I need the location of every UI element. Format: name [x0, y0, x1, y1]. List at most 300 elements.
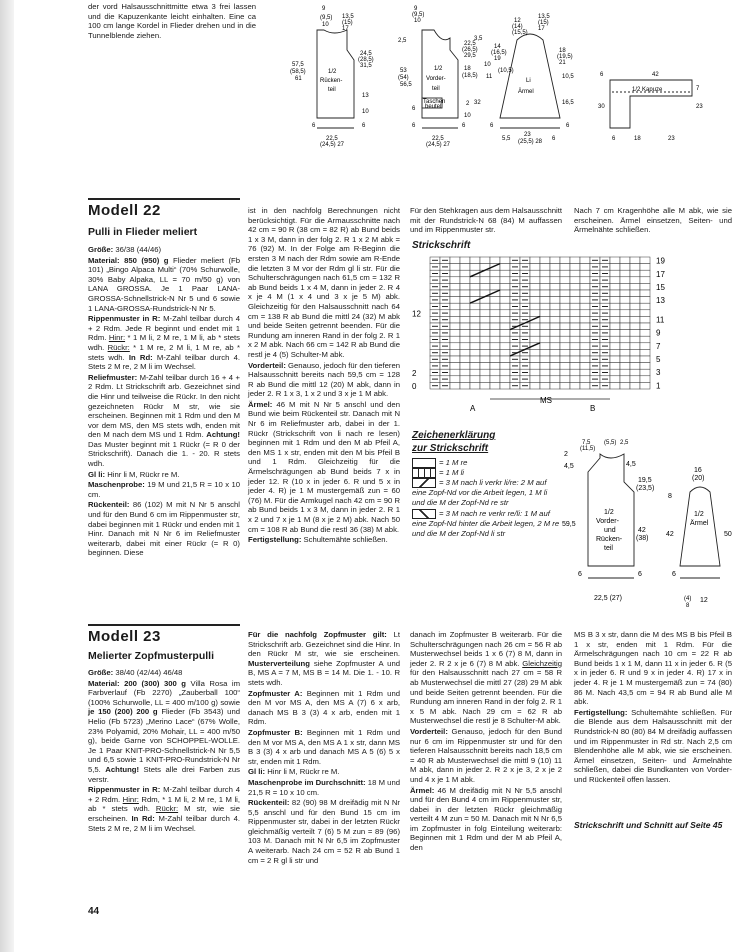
chart-cell — [460, 290, 470, 297]
front-label-1: 1/2 — [434, 66, 443, 72]
chart-cell — [550, 330, 560, 337]
hood-b2: 18 — [634, 136, 641, 142]
chart-cell — [450, 343, 460, 350]
front-m3: 56,5 — [400, 82, 412, 88]
chart-cell — [490, 303, 500, 310]
body-d3: 4,5 — [626, 461, 636, 468]
chart-cell — [550, 336, 560, 343]
chart-cell — [540, 257, 550, 264]
sleeve-top-li: Li — [526, 78, 531, 84]
body-b1: 6 — [578, 571, 582, 578]
chart-cell — [630, 257, 640, 264]
chart-cell — [560, 376, 570, 383]
chart-cell — [480, 369, 490, 376]
chart-cell — [470, 369, 480, 376]
chart-arrow-a: A — [470, 404, 476, 413]
chart-cell — [530, 330, 540, 337]
chart-cell — [500, 257, 510, 264]
body-label-3: und — [604, 527, 616, 534]
chart-cell — [460, 257, 470, 264]
chart-cell — [490, 297, 500, 304]
chart-cell — [580, 376, 590, 383]
back-s6: 6 — [312, 123, 316, 129]
chart-cell — [460, 330, 470, 337]
chart-cell — [460, 316, 470, 323]
front-m1: 53 — [400, 68, 407, 74]
chart-cell — [580, 264, 590, 271]
chart-cell — [630, 356, 640, 363]
m22-c1-p5: Gl li: Hinr li M, Rückr re M. — [88, 469, 180, 479]
chart-cell — [530, 290, 540, 297]
chart-cell — [580, 283, 590, 290]
chart-cell — [570, 290, 580, 297]
chart-cell — [580, 277, 590, 284]
sleeve-r2: (19,5) — [557, 54, 573, 60]
chart-cell — [640, 356, 650, 363]
chart-cell — [630, 270, 640, 277]
chart-cell — [560, 297, 570, 304]
chart-cell — [450, 369, 460, 376]
sleeve-b2: (25,5) 28 — [518, 139, 543, 145]
arm-w2: 8 — [686, 603, 690, 609]
chart-cell — [540, 323, 550, 330]
chart-cell — [640, 382, 650, 389]
arm-t1: 16 — [694, 467, 702, 474]
chart-cell — [620, 323, 630, 330]
m22-c2-p3: Ärmel: 46 M mit N Nr 5 anschl und den Bund wie beim Rückenteil str. Danach mit N Nr 6 im Reliefmuster arb, dabei in der 1. Rückr (Strickschrift von li nach re lesen) beginnen mit 1 Rdm und den M ab Pfeil A, den MS 1 x str, enden mit den M bis Pfeil B und 1 Rdm. Gleichzeitig für die Ärmelschrägungen ab Bund beids 7 x in jeder 12. R (10 x in jeder 6. R und 5 x in jeder 4. R) je 1 M mustergemäß zun = 60 (76) M. Für die Armkugel nach 42 cm = 90 R ab Bund beids 1 x 3 M, dann in jeder 2. R 1 x 2 und 7 x je 1 M (8 x je 2 M) abk. Nach 50 cm = 108 R ab Bund die restl 36 (38) M abk. — [248, 399, 400, 534]
chart-cell — [630, 349, 640, 356]
chart-cell — [450, 323, 460, 330]
chart-cell — [620, 257, 630, 264]
front-s7: 10 — [464, 113, 471, 119]
chart-cell — [500, 369, 510, 376]
chart-row-number: 7 — [656, 341, 661, 351]
body-label-4: Rücken- — [596, 536, 623, 543]
chart-cell — [490, 277, 500, 284]
knit-symbol — [412, 458, 436, 468]
chart-cell — [560, 270, 570, 277]
chart-cell — [610, 270, 620, 277]
chart-cell — [450, 283, 460, 290]
chart-cell — [540, 376, 550, 383]
sleeve-t5: (15) — [538, 20, 549, 26]
chart-cell — [540, 283, 550, 290]
m22-c2-p2: Vorderteil: Genauso, jedoch für den tieferen Halsausschnitt bereits nach 59,5 cm = 128 R ab Bund die mittl 12 (20) M abk, dann in jeder 2. R 1 x 3, 1 x 2 und 3 x je 1 M abk. — [248, 360, 400, 399]
chart-cell — [640, 316, 650, 323]
chart-cell — [570, 257, 580, 264]
stitch-chart — [406, 253, 686, 423]
chart-cell — [500, 316, 510, 323]
chart-cell — [540, 349, 550, 356]
m23-c2-p1: Für die nachfolg Zopfmuster gilt: Lt Strickschrift arb. Gezeichnet sind die Hinr. In den Rückr M str, wie sie erscheinen. Musterverteilung siehe Zopfmuster A und B, MS A = 7 M, MS B = 14 M. Die 1. - 10. R stets wdh. — [248, 630, 400, 687]
chart-cell — [610, 363, 620, 370]
chart-cell — [620, 330, 630, 337]
hood-b1: 6 — [612, 136, 616, 142]
chart-cell — [460, 310, 470, 317]
chart-cell — [460, 356, 470, 363]
chart-cell — [460, 376, 470, 383]
chart-cell — [540, 343, 550, 350]
chart-cell — [500, 363, 510, 370]
chart-cell — [630, 376, 640, 383]
back-t6: 10 — [322, 22, 329, 28]
legend-list — [412, 458, 562, 538]
model22-subtitle: Pulli in Flieder meliert — [88, 226, 198, 238]
back-m2: (58,5) — [290, 69, 306, 75]
chart-cell — [580, 270, 590, 277]
chart-cell — [610, 382, 620, 389]
chart-cell — [470, 376, 480, 383]
chart-cell — [620, 297, 630, 304]
m23-c2-p5: Maschenprobe im Durchschnitt: 18 M und 21,5 R = 10 x 10 cm. — [248, 777, 400, 797]
chart-cell — [480, 316, 490, 323]
chart-cell — [630, 369, 640, 376]
hood-v2: 7 — [696, 86, 700, 92]
m22-c1-p7: Rückenteil: 86 (102) M mit N Nr 5 anschl und für den Bund 6 cm im Rippenmuster str, dabei beginnen mit 1 Rückr und enden mit 1 Hinr. Danach mit N Nr 6 im Reliefmuster weiterarb, dabei mit einer Rückr (= R 0) beginnen. Diese — [88, 500, 240, 558]
chart-cell — [530, 349, 540, 356]
front-t2: (9,5) — [412, 12, 425, 18]
sleeve-t4: 13,5 — [538, 14, 550, 20]
chart-cell — [470, 356, 480, 363]
model23-col4 — [574, 630, 732, 786]
chart-cell — [470, 382, 480, 389]
m23-c2-p6: Rückenteil: 82 (90) 98 M dreifädig mit N Nr 5,5 anschl und für den Bund 15 cm im Rippenmuster str, dabei in der letzten Rückr gleichmäßig verteilt 7 (6) 5 M zun = 89 (96) 103 M. Danach mit N Nr 6,5 im Zopfmuster A weiterarb. Nach 24 cm = 52 R ab Bund 1 cm = 2 R gl li str und — [248, 798, 400, 865]
chart-cell — [480, 376, 490, 383]
sleeve-r5: 16,5 — [562, 100, 574, 106]
chart-cell — [640, 264, 650, 271]
chart-cell — [640, 290, 650, 297]
hood-v1: 6 — [600, 72, 604, 78]
chart-cell — [530, 264, 540, 271]
chart-cell — [490, 316, 500, 323]
back-top4: 17 — [342, 26, 349, 32]
chart-cell — [500, 283, 510, 290]
chart-cell — [620, 270, 630, 277]
back-top1: 9 — [322, 6, 326, 12]
sleeve-t6: 17 — [538, 26, 545, 32]
body-label-1: 1/2 — [604, 509, 614, 516]
chart-cell — [460, 336, 470, 343]
front-s1: 22,5 — [464, 41, 476, 47]
chart-cell — [550, 323, 560, 330]
chart-cell — [620, 290, 630, 297]
chart-cell — [530, 356, 540, 363]
chart-cell — [480, 257, 490, 264]
chart-cell — [620, 363, 630, 370]
chart-cell — [640, 343, 650, 350]
m23-c2-p4: Gl li: Hinr li M, Rückr re M. — [248, 767, 340, 777]
chart-cell — [550, 297, 560, 304]
chart-cell — [490, 382, 500, 389]
back-m3: 61 — [295, 76, 302, 82]
chart-cell — [570, 349, 580, 356]
hood-b3: 23 — [668, 136, 675, 142]
chart-cell — [480, 356, 490, 363]
chart-cell — [450, 290, 460, 297]
arm-h2: 50 — [724, 531, 732, 538]
page-number: 44 — [88, 906, 100, 917]
front-s2: (26,5) — [462, 47, 478, 53]
front-w1: 22,5 — [432, 136, 444, 142]
chart-cell — [630, 316, 640, 323]
m23-c1-p2: Material: 200 (300) 300 g Villa Rosa im Farbverlauf (Fb 2270) „Zauberball 100“ (100% Schurwolle, LL = 400 m/100 g) sowie je 150 (200) 200 g Flieder (Fb 3543) und Helio (Fb 5723) „Merino Lace“ (67% Wolle, 23% Polyamid, 20% Mohair, LL = 400 m/50 g), beide Garne von SCHOPPEL-WOLLE. Je 1 Paar KNIT-PRO-Schnellstrick-N Nr 5,5 und 6,5 sowie 1 KNIT-PRO-Rundstrick-N Nr 5,5. Achtung! Stets alle drei Farben zus verstr. — [88, 678, 241, 784]
chart-cell — [540, 297, 550, 304]
chart-row-number-left: 0 — [412, 382, 417, 391]
body-w1: 22,5 (27) — [594, 595, 623, 602]
body-t1: 7,5 — [582, 440, 591, 446]
chart-cell — [530, 297, 540, 304]
m23-c3-p1: danach im Zopfmuster B weiterarb. Für die Schulterschrägungen nach 26 cm = 56 R ab Musterwechsel beids 1 x 6 (7) 8 M, dann in jeder 2. R 2 x je 6 (7) 8 M abk. Gleichzeitig für den Halsausschnitt nach 27 cm = 58 R ab Musterwechsel die mittl 27 (28) 29 M abk und beide Seiten getrennt beenden. Für die Rundung am inneren Rand in der folg 2. R 1 x 5 M abk. Nach 29 cm = 62 R ab Musterwechsel die restl je 8 Schulter-M abk. — [410, 630, 562, 726]
chart-cell — [610, 264, 620, 271]
sleeve-r3: 21 — [559, 60, 566, 66]
front-label-3: teil — [432, 86, 440, 92]
sleeve-b3: 5,5 — [502, 136, 511, 142]
chart-cell — [550, 283, 560, 290]
chart-cell — [640, 270, 650, 277]
chart-cell — [620, 343, 630, 350]
chart-cell — [610, 310, 620, 317]
chart-cell — [580, 369, 590, 376]
sleeve-b1: 23 — [524, 132, 531, 138]
chart-cell — [460, 382, 470, 389]
chart-cell — [530, 310, 540, 317]
chart-cell — [500, 336, 510, 343]
chart-cell — [630, 323, 640, 330]
chart-cell — [560, 349, 570, 356]
chart-cell — [640, 277, 650, 284]
chart-cell — [470, 290, 480, 297]
arm-w1: (4) — [684, 596, 692, 602]
chart-cell — [550, 382, 560, 389]
model22-top-rule — [88, 198, 240, 200]
chart-cell — [450, 303, 460, 310]
sleeve-r7: 6 — [490, 123, 494, 129]
chart-cell — [610, 290, 620, 297]
chart-cell — [610, 323, 620, 330]
chart-cell — [570, 277, 580, 284]
chart-cell — [480, 382, 490, 389]
chart-cell — [570, 363, 580, 370]
legend-item-cross-right: = 3 M nach re verkr re/li: 1 M auf eine Zopf-Nd hinter die Arbeit legen, 2 M re und die M der Zopf-Nd li str — [412, 509, 560, 538]
chart-cell — [560, 264, 570, 271]
m22-c1-p1: Größe: 36/38 (44/46) — [88, 245, 162, 254]
model23-top-rule — [88, 624, 240, 626]
body-d1: 2 — [564, 451, 568, 458]
chart-cell — [630, 303, 640, 310]
chart-cell — [460, 303, 470, 310]
chart-cell — [470, 349, 480, 356]
back-w2: (24,5) 27 — [320, 142, 345, 148]
sleeve-s3: 19 — [494, 56, 501, 62]
chart-cell — [610, 257, 620, 264]
front-pocket-1: Taschen — [423, 99, 446, 105]
chart-cell — [550, 356, 560, 363]
chart-cell — [530, 336, 540, 343]
back-m1: 57,5 — [292, 62, 304, 68]
chart-cell — [450, 363, 460, 370]
chart-cell — [450, 382, 460, 389]
chart-cell — [560, 323, 570, 330]
chart-cell — [560, 277, 570, 284]
arm-w3: 12 — [700, 597, 708, 604]
chart-cell — [470, 363, 480, 370]
chart-cell — [470, 257, 480, 264]
chart-cell — [550, 376, 560, 383]
chart-cell — [620, 376, 630, 383]
chart-cell — [540, 310, 550, 317]
legend-title-2: zur Strickschrift — [412, 443, 489, 454]
sleeve-b4: 6 — [552, 136, 556, 142]
chart-cell — [550, 369, 560, 376]
front-w2: (24,5) 27 — [426, 142, 451, 148]
chart-cell — [530, 323, 540, 330]
chart-cell — [570, 323, 580, 330]
chart-cell — [570, 343, 580, 350]
chart-cell — [560, 257, 570, 264]
chart-cell — [500, 330, 510, 337]
chart-cell — [620, 303, 630, 310]
front-s10: 6 — [412, 106, 416, 112]
chart-cell — [450, 264, 460, 271]
back-s3: 31,5 — [360, 63, 372, 69]
sleeve-w3: 11 — [486, 74, 493, 80]
chart-cell — [450, 257, 460, 264]
chart-cell — [640, 376, 650, 383]
chart-cell — [560, 283, 570, 290]
model23-col1 — [88, 668, 240, 834]
front-s3: 29,5 — [464, 53, 476, 59]
chart-cell — [580, 363, 590, 370]
chart-row-number: 3 — [656, 368, 661, 378]
body-s2: (23,5) — [636, 485, 655, 492]
chart-cell — [500, 270, 510, 277]
chart-cell — [470, 303, 480, 310]
hood-h2: 23 — [696, 104, 703, 110]
chart-cell — [450, 316, 460, 323]
chart-cell — [470, 310, 480, 317]
chart-cell — [620, 264, 630, 271]
chart-cell — [540, 356, 550, 363]
front-t3: 10 — [414, 18, 421, 24]
chart-cell — [480, 323, 490, 330]
chart-cell — [630, 330, 640, 337]
chart-cell — [470, 283, 480, 290]
sleeve-r1: 18 — [559, 48, 566, 54]
chart-cell — [580, 257, 590, 264]
back-top2: 13,5 — [342, 14, 354, 20]
chart-cell — [620, 310, 630, 317]
chart-cell — [640, 310, 650, 317]
chart-cell — [530, 283, 540, 290]
model22-schematics — [560, 436, 740, 614]
chart-cell — [580, 310, 590, 317]
chart-cell — [480, 343, 490, 350]
chart-cell — [570, 356, 580, 363]
back-s5: 10 — [362, 109, 369, 115]
chart-cell — [630, 382, 640, 389]
chart-cell — [450, 336, 460, 343]
chart-cell — [610, 369, 620, 376]
body-l2: (38) — [636, 535, 649, 542]
chart-cell — [560, 290, 570, 297]
chart-cell — [540, 264, 550, 271]
chart-cell — [490, 363, 500, 370]
purl-symbol — [412, 468, 436, 478]
chart-cell — [620, 316, 630, 323]
chart-cell — [560, 310, 570, 317]
top-schematics — [262, 0, 742, 155]
chart-cell — [640, 330, 650, 337]
chart-cell — [490, 310, 500, 317]
chart-cell — [460, 369, 470, 376]
body-d2: 4,5 — [564, 463, 574, 470]
body-t3: (5,5) — [604, 440, 617, 446]
sleeve-t2: (14) — [512, 24, 523, 30]
chart-cell — [640, 323, 650, 330]
model22-col4: Nach 7 cm Kragenhöhe alle M abk, wie sie erscheinen. Ärmel einsetzen, Seiten- und Ärmelnähte schließen. — [574, 206, 732, 235]
chart-cell — [610, 303, 620, 310]
chart-cell — [500, 349, 510, 356]
m23-c4-p2: Fertigstellung: Schultemähte schließen. Für die Blende aus dem Halsausschnitt mit der Rundstrick-N 80 (80) 84 M dreifädig auffassen und im Rippenmuster in Rd str. Nach 2,5 cm Blendenhöhe alle M abk, wie sie erscheinen. Ärmel einsetzen, Seiten- und Ärmelnähte schließen, dabei die Bundkanten von Vorder- und Rückenteil offen lassen. — [574, 707, 732, 784]
chart-cell — [550, 349, 560, 356]
chart-cell — [570, 376, 580, 383]
body-label-2: Vorder- — [596, 518, 619, 525]
chart-row-number: 1 — [656, 381, 661, 391]
model23-col2 — [248, 630, 400, 866]
sleeve-w2: (10,5) — [498, 68, 514, 74]
chart-cell — [500, 303, 510, 310]
chart-cell — [480, 336, 490, 343]
body-t2: (11,5) — [580, 446, 596, 452]
m23-c2-p2: Zopfmuster A: Beginnen mit 1 Rdm und den M vor MS A, den MS A (7) 6 x arb, danach MS B 3 (3) 4 x arb, enden mit 1 Rdm. — [248, 688, 401, 727]
strickschrift-title: Strickschrift — [412, 240, 471, 251]
chart-cell — [540, 363, 550, 370]
chart-cell — [630, 363, 640, 370]
chart-cell — [620, 283, 630, 290]
chart-cell — [530, 382, 540, 389]
chart-cell — [630, 283, 640, 290]
chart-cell — [630, 264, 640, 271]
chart-row-number: 17 — [656, 269, 665, 279]
m23-c3-p3: Ärmel: 46 M dreifädig mit N Nr 5,5 anschl und für den Bund 4 cm im Rippenmuster str, dabei in der letzten Rückr gleichmäßig verteilt 4 M zun = 50 M. Danach mit N Nr 6,5 im Zopfmuster in folg Einteilung weiterarb: Beginnen mit 1 Rdm und der M ab Pfeil A, den — [410, 785, 562, 853]
top-intro-text: der vord Halsausschnittmitte etwa 3 frei lassen und die Kapuzenkante leicht einhalten. Eine ca 100 cm lange Kordel in Flieder drehen und in die Tunnelblende ziehen. — [88, 2, 256, 40]
chart-cell — [640, 363, 650, 370]
chart-cell — [610, 316, 620, 323]
chart-cell — [490, 283, 500, 290]
chart-cell — [540, 336, 550, 343]
chart-cell — [460, 264, 470, 271]
chart-cell — [490, 369, 500, 376]
sleeve-r9: 3,5 — [474, 36, 483, 42]
chart-cell — [460, 283, 470, 290]
chart-cell — [580, 297, 590, 304]
chart-cell — [450, 277, 460, 284]
front-label-2: Vorder- — [426, 76, 446, 82]
chart-cell — [500, 277, 510, 284]
chart-cell — [460, 323, 470, 330]
chart-cell — [530, 363, 540, 370]
model22-col1 — [88, 245, 240, 559]
chart-cell — [490, 323, 500, 330]
sleeve-r8: 32 — [474, 100, 481, 106]
arm-s1: 8 — [668, 493, 672, 500]
back-s4: 13 — [362, 93, 369, 99]
chart-cell — [610, 376, 620, 383]
back-s1: 24,5 — [360, 51, 372, 57]
back-label-3: teil — [328, 87, 336, 93]
chart-cell — [610, 330, 620, 337]
m23-c4-p1: MS B 3 x str, dann die M des MS B bis Pfeil B 1 x str, enden mit 1 Rdm. Für die Ärmelschrägungen nach 10 cm = 22 R ab Bund beids 1 x 1 M, dann 11 x in jeder 6. R (5 x in jeder 6. R und 9 x in jeder 4. R) 17 x in jeder 4. R je 1 M mustergemäß zun = 74 (80) 86 M. Nach 43,5 cm = 94 R ab Bund alle M abk. — [574, 630, 732, 707]
